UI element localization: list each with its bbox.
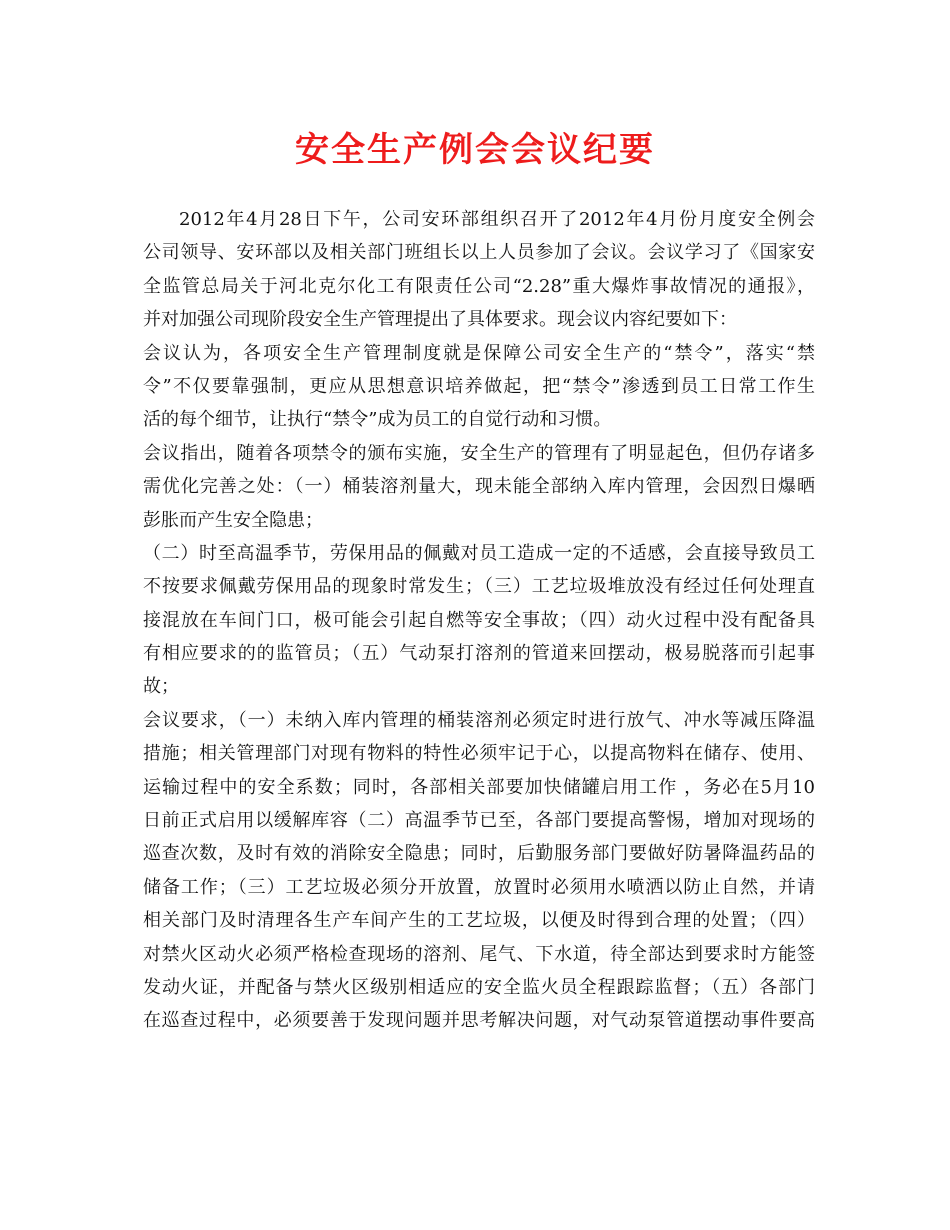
body-line: 2012年4月28日下午，公司安环部组织召开了2012年4月份月度安全例会	[179, 209, 815, 230]
body-line: 会议指出，随着各项禁令的颁布实施，安全生产的管理有了明显起色，但仍存诸多	[143, 442, 815, 464]
body-line: 需优化完善之处：（一）桶装溶剂量大，现未能全部纳入库内管理，会因烈日爆晒	[143, 476, 815, 498]
body-line: 不按要求佩戴劳保用品的现象时常发生；（三）工艺垃圾堆放没有经过任何处理直	[143, 576, 815, 598]
body-line: 日前正式启用以缓解库容（二）高温季节已至，各部门要提高警惕，增加对现场的	[143, 810, 815, 832]
body-line: 会议认为，各项安全生产管理制度就是保障公司安全生产的“禁令”，落实“禁	[143, 342, 815, 364]
body-line: 接混放在车间门口，极可能会引起自燃等安全事故；（四）动火过程中没有配备具	[143, 609, 815, 631]
body-line: 相关部门及时清理各生产车间产生的工艺垃圾，以便及时得到合理的处置；（四）	[143, 910, 815, 932]
body-line: 活的每个细节，让执行“禁令”成为员工的自觉行动和习惯。	[143, 409, 612, 431]
body-line: 公司领导、安环部以及相关部门班组长以上人员参加了会议。会议学习了《国家安	[143, 242, 815, 264]
body-line: 运输过程中的安全系数；同时，各部相关部要加快储罐启用工作 ，务必在5月10	[143, 776, 815, 798]
body-line: 会议要求，（一）未纳入库内管理的桶装溶剂必须定时进行放气、冲水等减压降温	[143, 709, 815, 731]
body-line: 巡查次数，及时有效的消除安全隐患；同时，后勤服务部门要做好防暑降温药品的	[143, 843, 815, 865]
body-line: 对禁火区动火必须严格检查现场的溶剂、尾气、下水道，待全部达到要求时方能签	[143, 943, 815, 965]
body-line: 故；	[143, 676, 179, 698]
body-line: 并对加强公司现阶段安全生产管理提出了具体要求。现会议内容纪要如下：	[143, 309, 737, 331]
body-line: 在巡查过程中，必须要善于发现问题并思考解决问题，对气动泵管道摆动事件要高	[143, 1010, 815, 1032]
body-line: 彭胀而产生安全隐患；	[143, 509, 323, 531]
body-line: 全监管总局关于河北克尔化工有限责任公司“2.28”重大爆炸事故情况的通报》，	[143, 275, 815, 297]
body-line: 储备工作；（三）工艺垃圾必须分开放置，放置时必须用水喷洒以防止自然，并请	[143, 876, 815, 898]
document-body	[143, 203, 815, 1038]
body-line: 措施；相关管理部门对现有物料的特性必须牢记于心，以提高物料在储存、使用、	[143, 743, 815, 765]
body-line: 令”不仅要靠强制，更应从思想意识培养做起，把“禁令”渗透到员工日常工作生	[143, 375, 815, 397]
body-line: 有相应要求的的监管员；（五）气动泵打溶剂的管道来回摆动，极易脱落而引起事	[143, 643, 815, 665]
document-title: 安全生产例会会议纪要	[295, 130, 655, 170]
body-line: （二）时至高温季节，劳保用品的佩戴对员工造成一定的不适感，会直接导致员工	[143, 542, 815, 564]
body-line: 发动火证，并配备与禁火区级别相适应的安全监火员全程跟踪监督；（五）各部门	[143, 976, 815, 998]
